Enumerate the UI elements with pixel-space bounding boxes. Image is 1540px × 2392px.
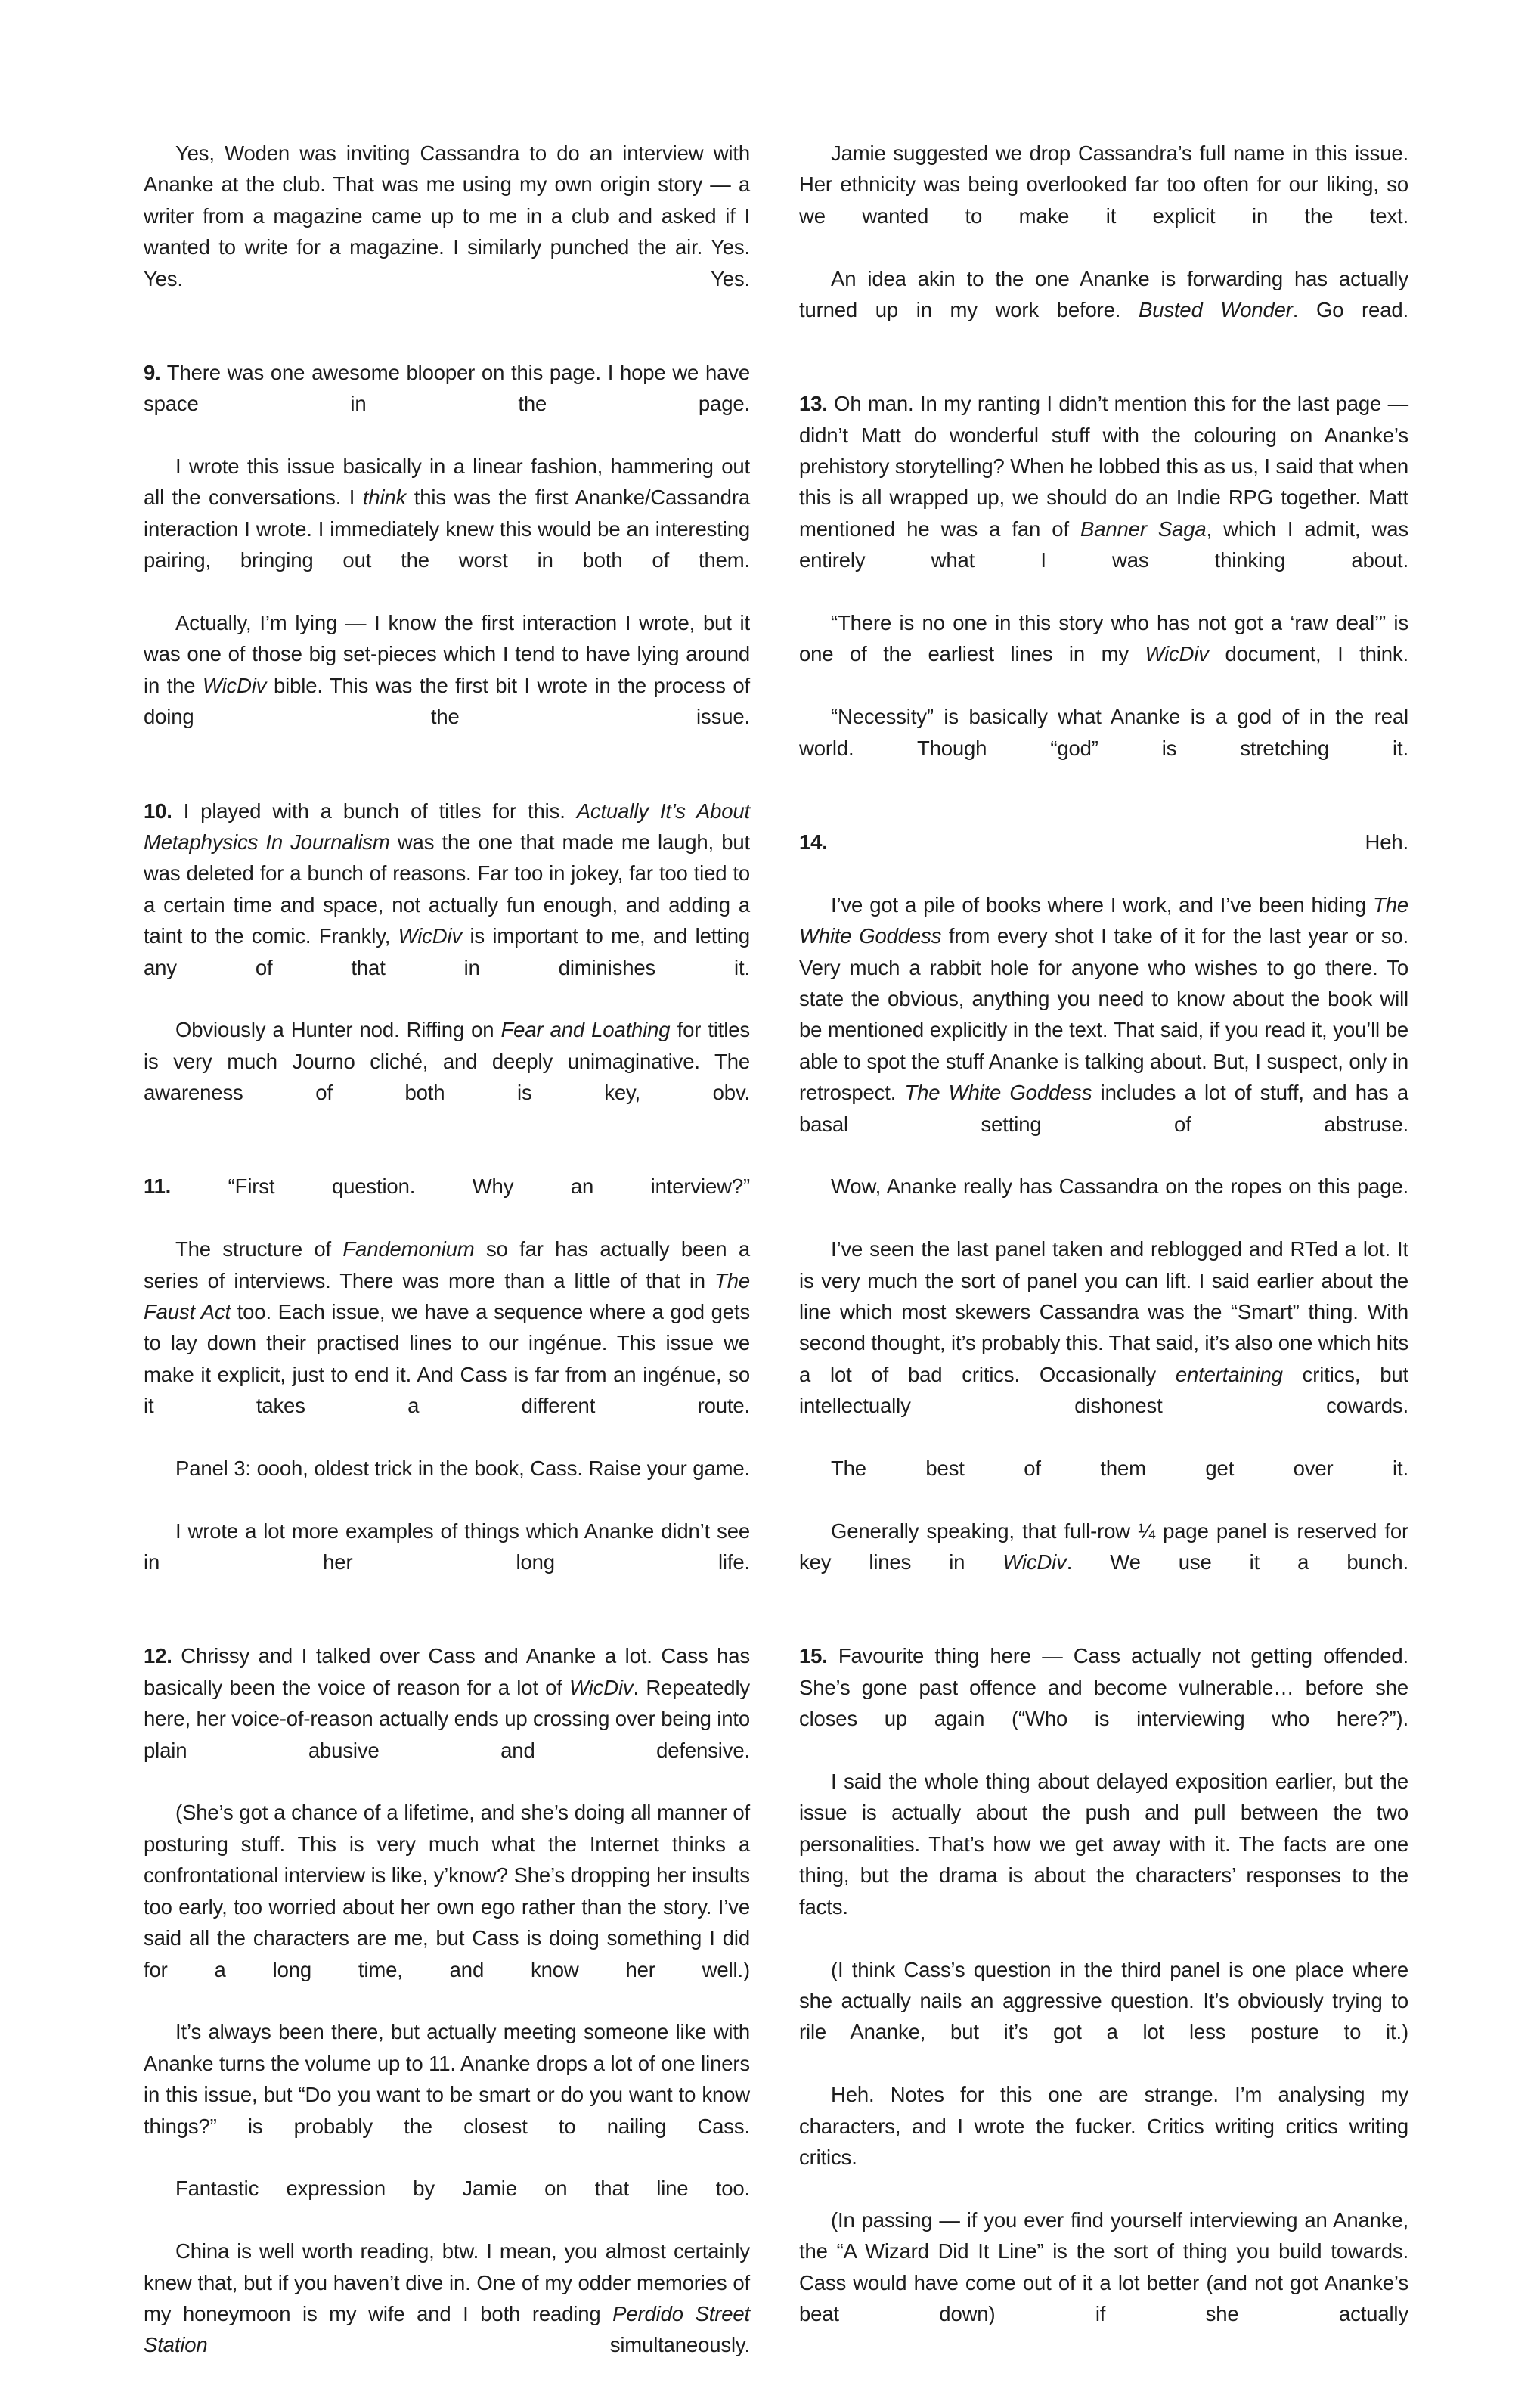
italic-title: Fandemonium [342, 1237, 475, 1261]
italic-title: entertaining [1175, 1362, 1283, 1386]
italic-title: WicDiv [569, 1675, 634, 1699]
body-paragraph: (She’s got a chance of a lifetime, and she’s doing all manner of posturing stuff. This is very much what the Internet thinks a confrontational interview is like, y’know? She’s dropping her insults too early, too worried about her own ego rather than the story. I’ve said all the characters are me, but Cass is doing something I did for a long time, and know her well.) [144, 1801, 750, 1981]
section-number: 12. [144, 1644, 172, 1668]
body-paragraph: The structure of Fandemonium so far has actually been a series of interviews. There was more than a little of that in The Faust Act too. Each issue, we have a sequence where a god gets to lay down their practised lines to our ingénue. This issue we make it explicit, just to end it. And Cass is far from an ingénue, so it takes a different route. [144, 1237, 750, 1418]
body-paragraph: “There is no one in this story who has not got a ‘raw deal’” is one of the earliest lines in my WicDiv document, I think. [799, 611, 1408, 666]
italic-title: WicDiv [203, 673, 267, 697]
section-number: 10. [144, 799, 172, 823]
two-column-layout [144, 138, 1408, 2392]
body-paragraph: “Necessity” is basically what Ananke is a god of in the real world. Though “god” is stretching it. [799, 705, 1408, 760]
numbered-section-paragraph: 12. Chrissy and I talked over Cass and Ananke a lot. Cass has basically been the voice of reason for a lot of WicDiv. Repeatedly here, her voice-of-reason actually ends up crossing over being into plain abusive and defensive. [144, 1644, 751, 1762]
section-number: 14. [799, 830, 828, 854]
body-paragraph: I said the whole thing about delayed exposition earlier, but the issue is actually about the push and pull between the two personalities. That’s how we get away with it. The facts are one thing, but the drama is about the characters’ responses to the facts. [799, 1770, 1408, 1919]
body-paragraph: Actually, I’m lying — I know the first interaction I wrote, but it was one of those big set-pieces which I tend to have lying around in the WicDiv bible. This was the first bit I wrote in the process of doing the issue. [144, 611, 750, 729]
body-paragraph: Jamie suggested we drop Cassandra’s full name in this issue. Her ethnicity was being overlooked far too often for our liking, so we wanted to make it explicit in the text. [799, 141, 1408, 228]
italic-title: WicDiv [398, 924, 463, 948]
body-paragraph: Generally speaking, that full-row ¼ page panel is reserved for key lines in WicDiv. We use it a bunch. [799, 1519, 1408, 1575]
body-paragraph: (I think Cass’s question in the third panel is one place where she actually nails an aggressive question. It’s obviously trying to rile Ananke, but it’s got a lot less posture to it.) [799, 1957, 1408, 2044]
body-paragraph: Fantastic expression by Jamie on that line too. [175, 2176, 750, 2201]
italic-title: Fear and Loathing [500, 1018, 671, 1042]
body-paragraph: An idea akin to the one Ananke is forwarding has actually turned up in my work before. Busted Wonder. Go read. [799, 266, 1408, 322]
italic-title: The White Goddess [799, 892, 1408, 948]
italic-title: WicDiv [1002, 1550, 1067, 1575]
section-number: 13. [799, 392, 828, 416]
body-paragraph: Obviously a Hunter nod. Riffing on Fear and Loathing for titles is very much Journo cliché, and deeply unimaginative. The awareness of both is key, obv. [144, 1018, 750, 1105]
body-paragraph: It’s always been there, but actually meeting someone like with Ananke turns the volume up to 11. Ananke drops a lot of one liners in this issue, but “Do you want to be smart or do you want to know things?” is probably the closest to nailing Cass. [144, 2020, 750, 2138]
numbered-section-paragraph: 14. Heh. [799, 830, 1408, 854]
section-number: 15. [799, 1644, 828, 1668]
body-paragraph: Panel 3: oooh, oldest trick in the book, Cass. Raise your game. [175, 1457, 750, 1481]
body-paragraph: The best of them get over it. [831, 1457, 1408, 1481]
body-paragraph: Wow, Ananke really has Cassandra on the ropes on this page. [831, 1174, 1408, 1199]
italic-title: Busted Wonder [1139, 298, 1293, 322]
numbered-section-paragraph: 15. Favourite thing here — Cass actually not getting offended. She’s gone past offence and become vulnerable… before she closes up again (“Who is interviewing who here?”). [799, 1644, 1408, 1731]
body-paragraph: (In passing — if you ever find yourself interviewing an Ananke, the “A Wizard Did It Line” is the sort of thing you build towards. Cass would have come out of it a lot better (and not got Ananke’s beat down) if she actually [799, 2207, 1408, 2325]
italic-title: The White Goddess [904, 1081, 1092, 1105]
italic-title: The Faust Act [144, 1268, 750, 1323]
italic-title: Banner Saga [1080, 517, 1207, 541]
body-paragraph: I’ve got a pile of books where I work, and I’ve been hiding The White Goddess from every shot I take of it for the last year or so. Very much a rabbit hole for anyone who wishes to go there. To state the obvious, anything you need to know about the book will be mentioned explicitly in the text. That said, if you read it, you’ll be able to spot the stuff Ananke is talking about. But, I suspect, only in retrospect. The White Goddess includes a lot of stuff, and has a basal setting of abstruse. [799, 892, 1408, 1136]
body-paragraph: I wrote this issue basically in a linear fashion, hammering out all the conversations. I think this was the first Ananke/Cassandra interaction I wrote. I immediately knew this would be an interesting pairing, bringing out the worst in both of them. [144, 455, 750, 572]
body-paragraph: China is well worth reading, btw. I mean, you almost certainly knew that, but if you haven’t dive in. One of my odder memories of my honeymoon is my wife and I both reading Perdido Street Station simultaneously. [144, 2239, 750, 2357]
italic-title: think [362, 486, 407, 510]
section-number: 11. [144, 1174, 172, 1199]
italic-title: WicDiv [1145, 642, 1209, 666]
body-paragraph: I wrote a lot more examples of things which Ananke didn’t see in her long life. [144, 1519, 750, 1575]
left-text-column [144, 138, 750, 2392]
numbered-section-paragraph: 10. I played with a bunch of titles for this. Actually It’s About Metaphysics In Journalism was the one that made me laugh, but was deleted for a bunch of reasons. Far too in jokey, far too tied to a certain time and space, not actually fun enough, and adding a taint to the comic. Frankly, WicDiv is important to me, and letting any of that in diminishes it. [144, 799, 751, 979]
section-number: 9. [144, 360, 161, 384]
numbered-section-paragraph: 13. Oh man. In my ranting I didn’t mention this for the last page — didn’t Matt do wonderful stuff with the colouring on Ananke’s prehistory storytelling? When he lobbed this as us, I said that when this is all wrapped up, we should do an Indie RPG together. Matt mentioned he was a fan of Banner Saga, which I admit, was entirely what I was thinking about. [799, 392, 1408, 572]
body-paragraph: Heh. Notes for this one are strange. I’m analysing my characters, and I wrote the fucker. Critics writing critics writing critics. [799, 2083, 1408, 2169]
numbered-section-paragraph: 9. There was one awesome blooper on this page. I hope we have space in the page. [144, 360, 750, 416]
body-paragraph: Yes, Woden was inviting Cassandra to do an interview with Ananke at the club. That was me using my own origin story — a writer from a magazine came up to me in a club and asked if I wanted to write for a magazine. I similarly punched the air. Yes. Yes. Yes. [144, 141, 750, 290]
numbered-section-paragraph: 11. “First question. Why an interview?” [144, 1174, 750, 1199]
body-paragraph: I’ve seen the last panel taken and reblogged and RTed a lot. It is very much the sort of panel you can lift. I said earlier about the line which most skewers Cassandra was the “Smart” thing. With second thought, it’s probably this. That said, it’s also one which hits a lot of bad critics. Occasionally entertaining critics, but intellectually dishonest cowards. [799, 1237, 1408, 1418]
italic-title: Perdido Street Station [144, 2301, 750, 2357]
right-text-column [799, 138, 1408, 2361]
italic-title: Actually It’s About Metaphysics In Journalism [144, 799, 751, 854]
